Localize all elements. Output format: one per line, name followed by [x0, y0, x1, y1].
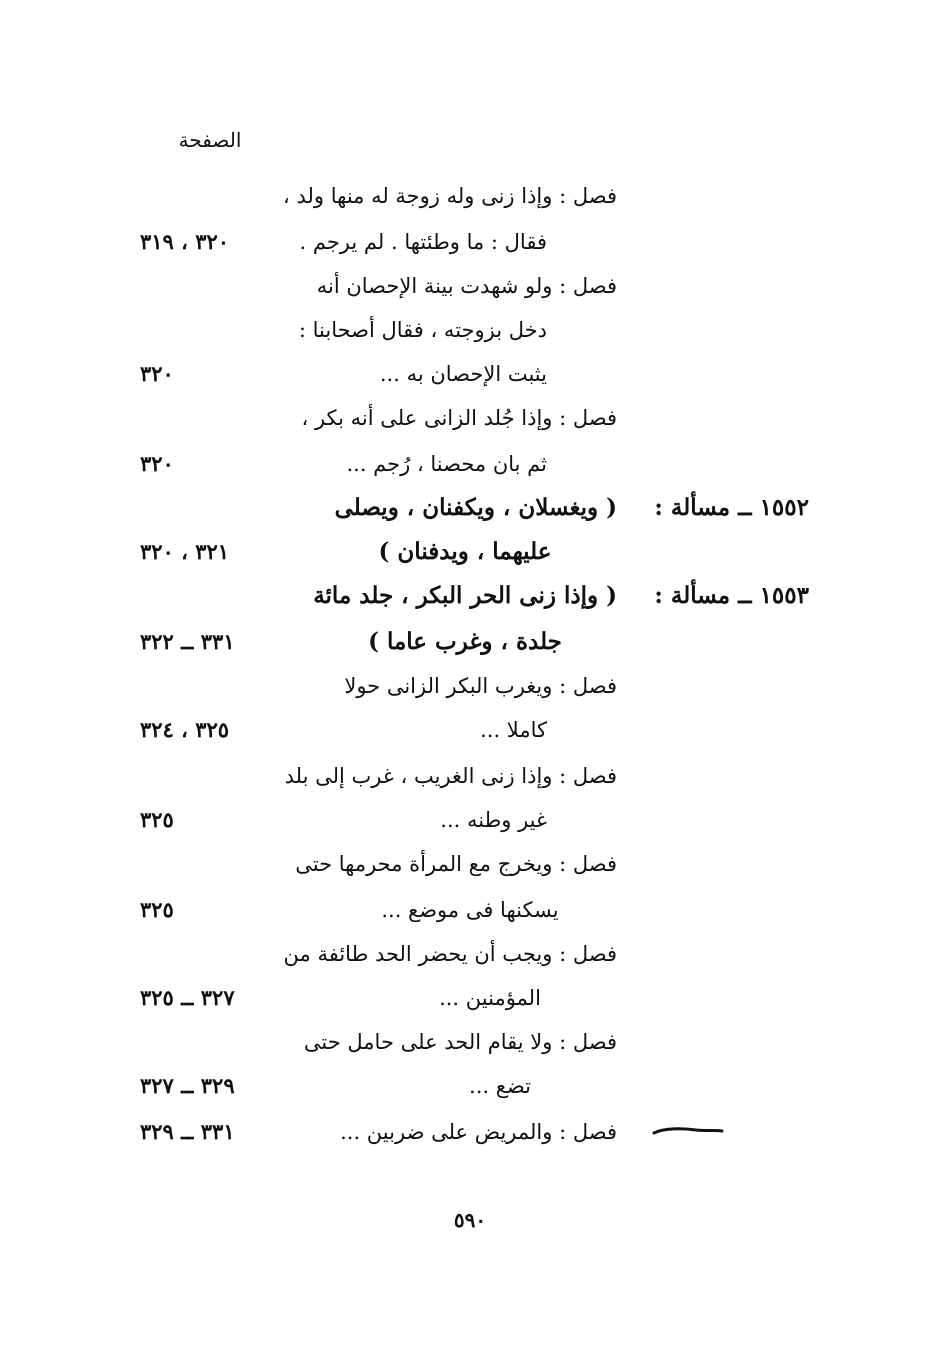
entry-line: غير وطنه ...: [440, 808, 547, 832]
page-ref: ٣٢٠: [140, 361, 174, 386]
page-ref: ٣٢٧ ــ ٣٢٥: [140, 985, 235, 1010]
page-ref: ٣٢٩ ــ ٣٢٧: [140, 1073, 235, 1098]
entry-line: دخل بزوجته ، فقال أصحابنا :: [298, 318, 547, 342]
page-ref: ٣٢٥: [140, 897, 174, 922]
entry-line: فصل : ولو شهدت بينة الإحصان أنه: [316, 274, 617, 298]
masala-heading-cont: جلدة ، وغرب عاما ): [368, 628, 562, 655]
masala-heading: ( وإذا زنى الحر البكر ، جلد مائة: [313, 582, 617, 609]
entry-line: فصل : ولا يقام الحد على حامل حتى: [303, 1030, 617, 1054]
entry-line: كاملا ...: [480, 718, 547, 742]
entry-line: فصل : ويغرب البكر الزانى حولا: [344, 674, 617, 698]
entry-line: فصل : وإذا جُلد الزانى على أنه بكر ،: [301, 406, 617, 430]
masala-heading: ( ويغسلان ، ويكفنان ، ويصلى: [334, 494, 617, 521]
page-ref: ٣٢١ ، ٣٢٠: [140, 539, 230, 564]
masala-heading-cont: عليهما ، ويدفنان ): [378, 538, 552, 565]
page-ref: ٣٢٠: [140, 451, 174, 476]
page-column-header: الصفحة: [178, 128, 242, 152]
entry-line: تضع ...: [469, 1074, 531, 1098]
entry-line: فصل : والمريض على ضربين ...: [340, 1120, 617, 1144]
page-number: ٥٩٠: [453, 1208, 487, 1232]
entry-line: فقال : ما وطئتها . لم يرجم .: [299, 230, 547, 254]
entry-line: المؤمنين ...: [439, 986, 541, 1010]
end-flourish: [652, 1124, 724, 1138]
page-ref: ٣٢٥ ، ٣٢٤: [140, 717, 230, 742]
entry-line: فصل : وإذا زنى الغريب ، غرب إلى بلد: [284, 764, 617, 788]
entry-line: ثم بان محصنا ، رُجم ...: [346, 452, 547, 476]
page-ref: ٣٢٠ ، ٣١٩: [140, 229, 230, 254]
entry-line: يثبت الإحصان به ...: [379, 362, 547, 386]
entry-line: فصل : ويخرج مع المرأة محرمها حتى: [295, 852, 617, 876]
page-ref: ٣٣١ ــ ٣٢٢: [140, 629, 235, 654]
masala-number: ١٥٥٢ ــ مسألة :: [654, 494, 809, 521]
page-ref: ٣٢٥: [140, 807, 174, 832]
entry-line: يسكنها فى موضع ...: [381, 898, 559, 922]
masala-number: ١٥٥٣ ــ مسألة :: [654, 582, 809, 609]
entry-line: فصل : ويجب أن يحضر الحد طائفة من: [283, 942, 617, 966]
page-ref: ٣٣١ ــ ٣٢٩: [140, 1119, 235, 1144]
entry-line: فصل : وإذا زنى وله زوجة له منها ولد ،: [283, 184, 617, 208]
